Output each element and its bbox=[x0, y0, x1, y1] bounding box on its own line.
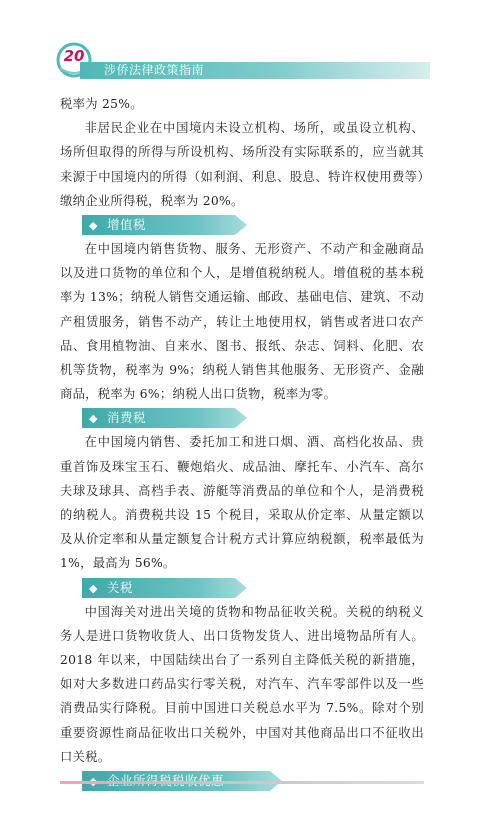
page-header bbox=[0, 0, 491, 90]
section-heading bbox=[60, 406, 424, 430]
diamond-bullet-icon: ◆ bbox=[89, 581, 98, 595]
diamond-bullet-icon: ◆ bbox=[89, 412, 98, 426]
footer-rule bbox=[60, 781, 424, 784]
section-heading-label: 消费税 bbox=[107, 410, 147, 426]
diamond-bullet-icon: ◆ bbox=[89, 219, 98, 233]
page-number: 20 bbox=[63, 47, 85, 65]
section-heading-label: 关税 bbox=[107, 579, 134, 595]
body-paragraph: 非居民企业在中国境内未设立机构、场所，或虽设立机构、场所但取得的所得与所设机构、场所没有实际联系的，应当就其来源于中国境内的所得（如利润、利息、股息、特许权使用费等）缴纳企业所得税，税率为 20%。 bbox=[60, 121, 424, 208]
section-heading bbox=[60, 213, 424, 237]
running-header-title: 涉侨法律政策指南 bbox=[104, 63, 205, 77]
body-paragraph: 税率为 25%。 bbox=[60, 97, 143, 111]
section-heading bbox=[60, 576, 424, 600]
body-paragraph: 在中国境内销售货物、服务、无形资产、不动产和金融商品以及进口货物的单位和个人，是增值税纳税人。增值税的基本税率为 13%；纳税人销售交通运输、邮政、基础电信、建筑、不动产租赁服务，销售不动产，转让土地使用权，销售或者进口农产品、食用植物油、自来水、图书、报纸、杂志、饲料、化肥、农机等货物，税率为 9%；纳税人销售其他服务、无形资产、金融商品，税率为 6%；纳税人出口货物，税率为零。 bbox=[60, 242, 424, 402]
page-body bbox=[60, 92, 424, 793]
body-paragraph: 中国海关对进出关境的货物和物品征收关税。关税的纳税义务人是进口货物收货人、出口货物发货人、进出境物品所有人。2018 年以来，中国陆续出台了一系列自主降低关税的新措施，如对大多数进口药品实行零关税，对汽车、汽车零部件以及一些消费品实行降税。目前中国进口关税总水平为 7.5%。除对个别重要资源性商品征收出口关税外，中国对其他商品出口不征收出口关税。 bbox=[60, 604, 424, 764]
body-paragraph: 在中国境内销售、委托加工和进口烟、酒、高档化妆品、贵重首饰及珠宝玉石、鞭炮焰火、成品油、摩托车、小汽车、高尔夫球及球具、高档手表、游艇等消费品的单位和个人，是消费税的纳税人。消费税共设 15 个税目，采取从价定率、从量定额以及从价定率和从量定额复合计税方式计算应纳税额，税率最低为 1%，最高为 56%。 bbox=[60, 435, 424, 571]
section-heading-label: 增值税 bbox=[107, 217, 147, 233]
